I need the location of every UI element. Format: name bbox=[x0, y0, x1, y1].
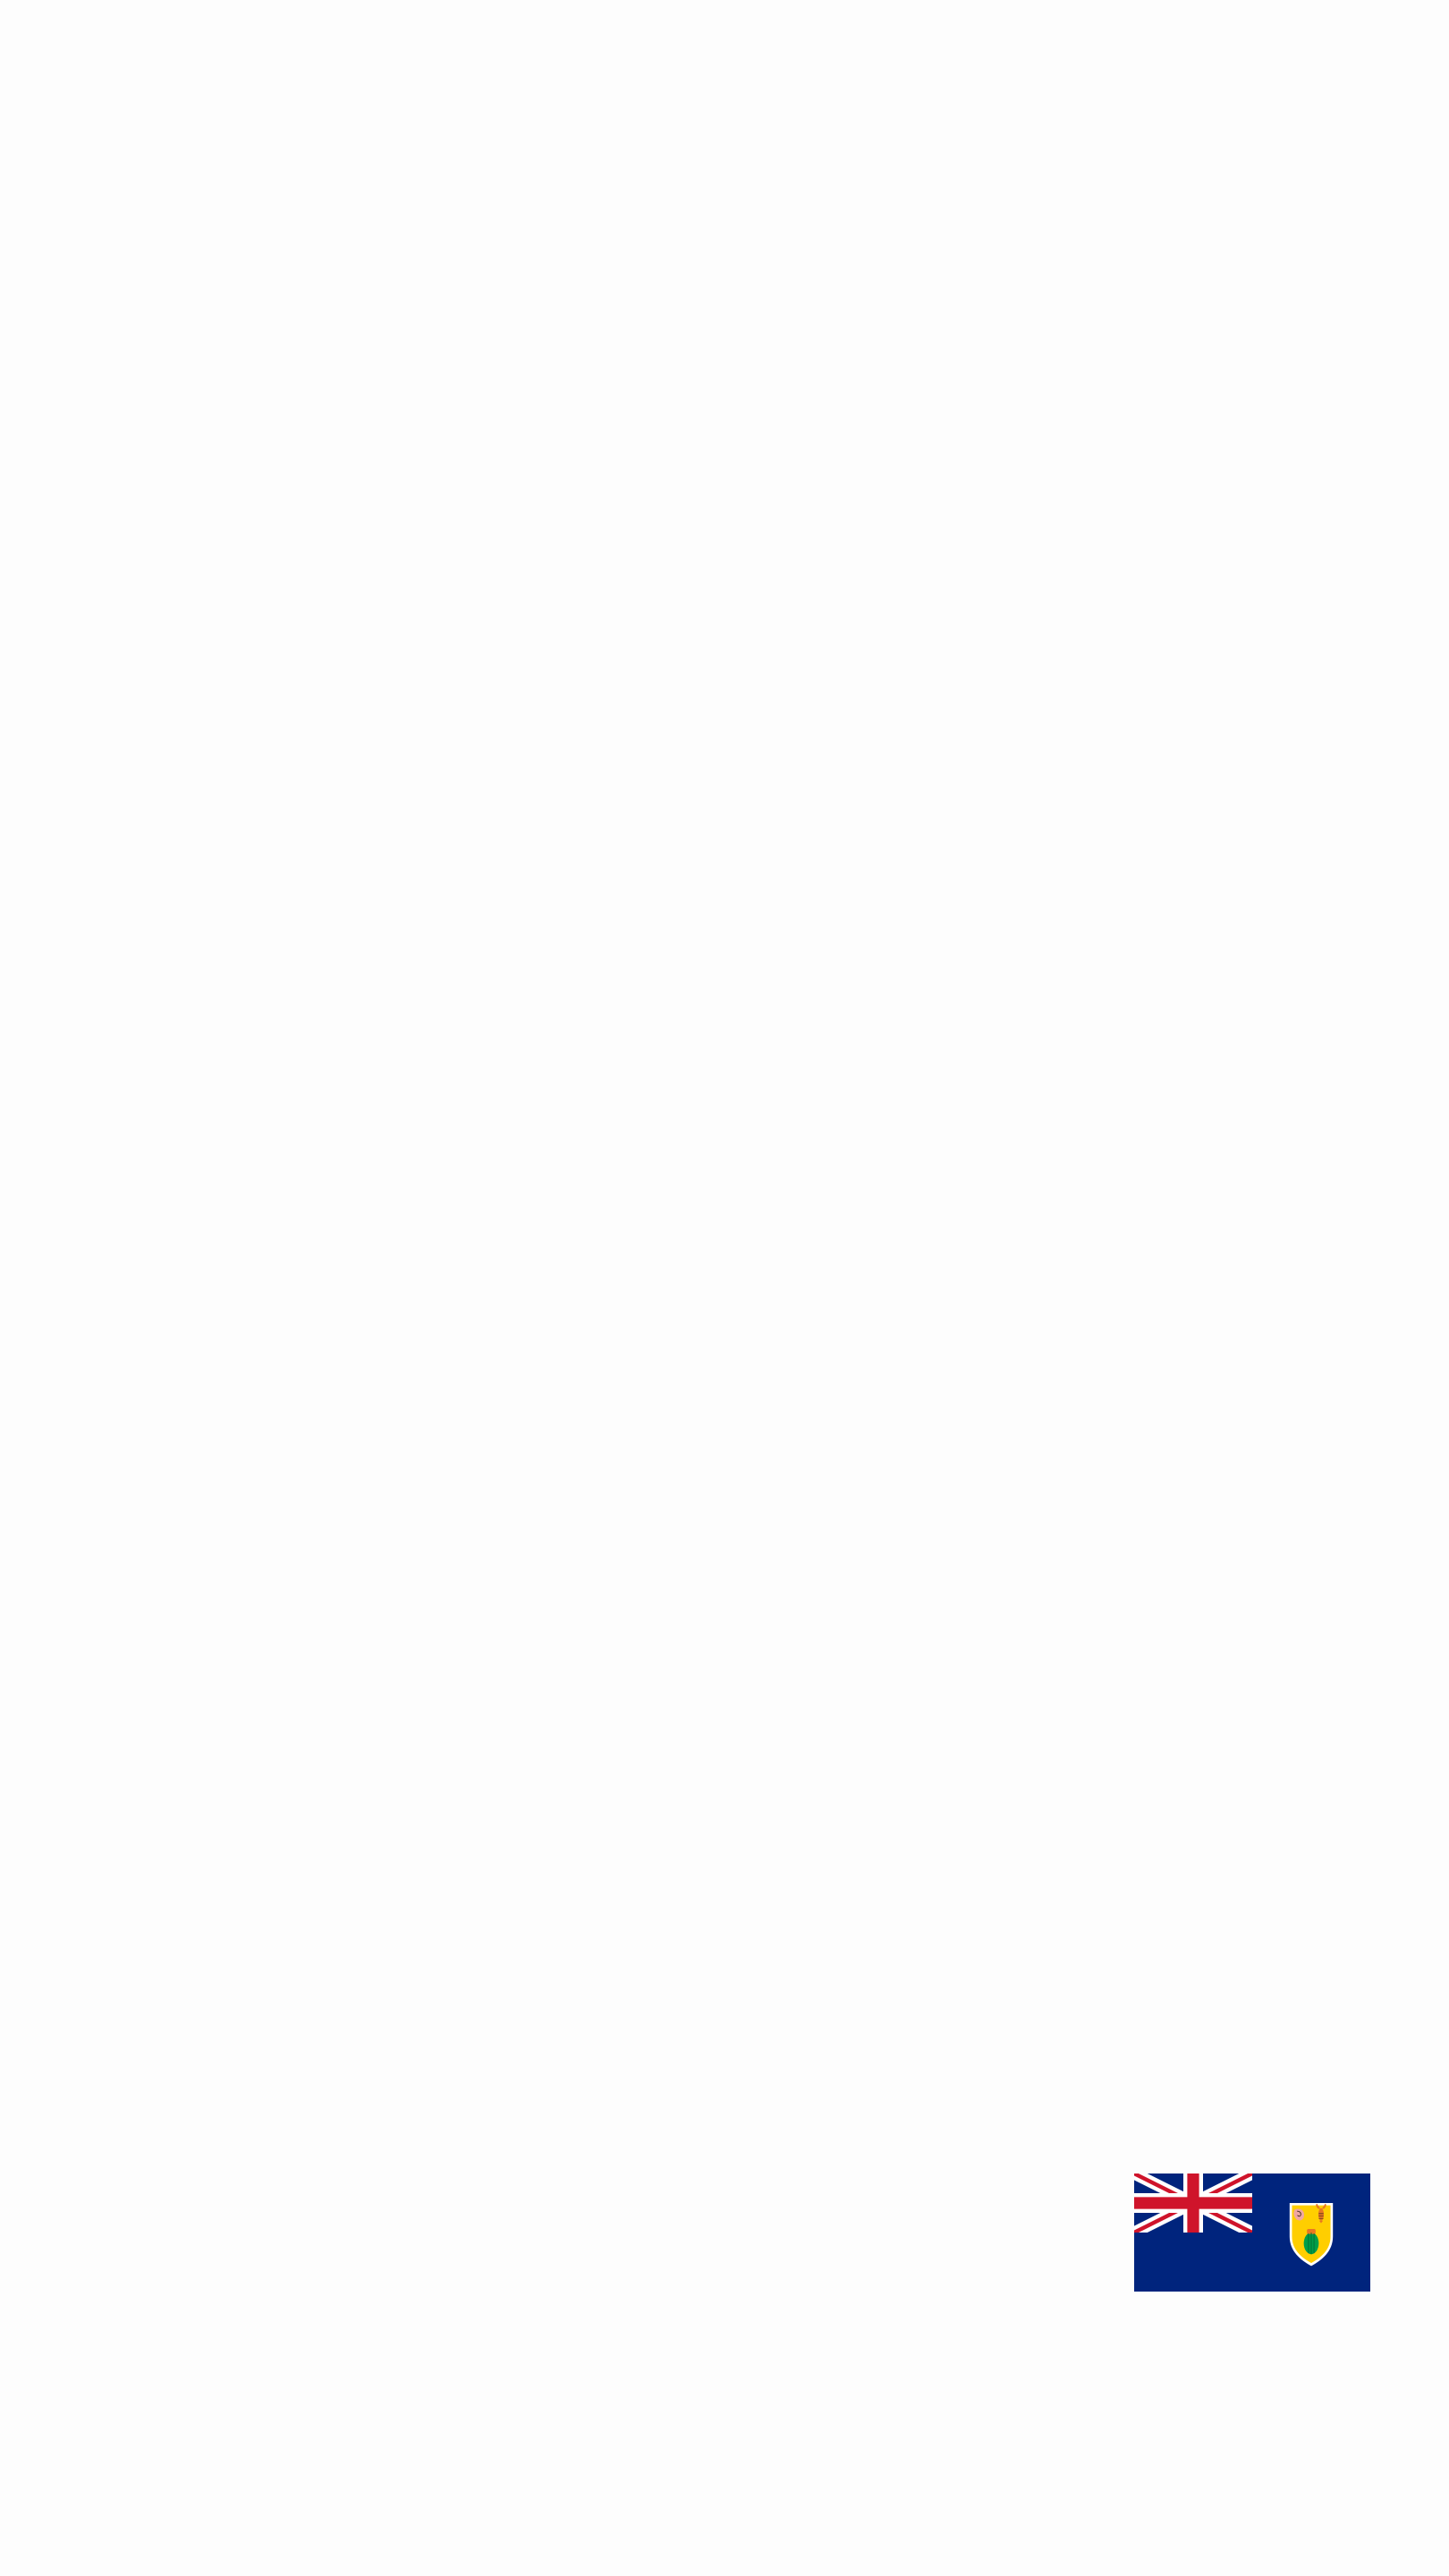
union-jack-icon bbox=[1134, 2174, 1252, 2233]
turks-and-caicos-flag-icon bbox=[1134, 2174, 1370, 2292]
flag-svg bbox=[1134, 2174, 1370, 2292]
